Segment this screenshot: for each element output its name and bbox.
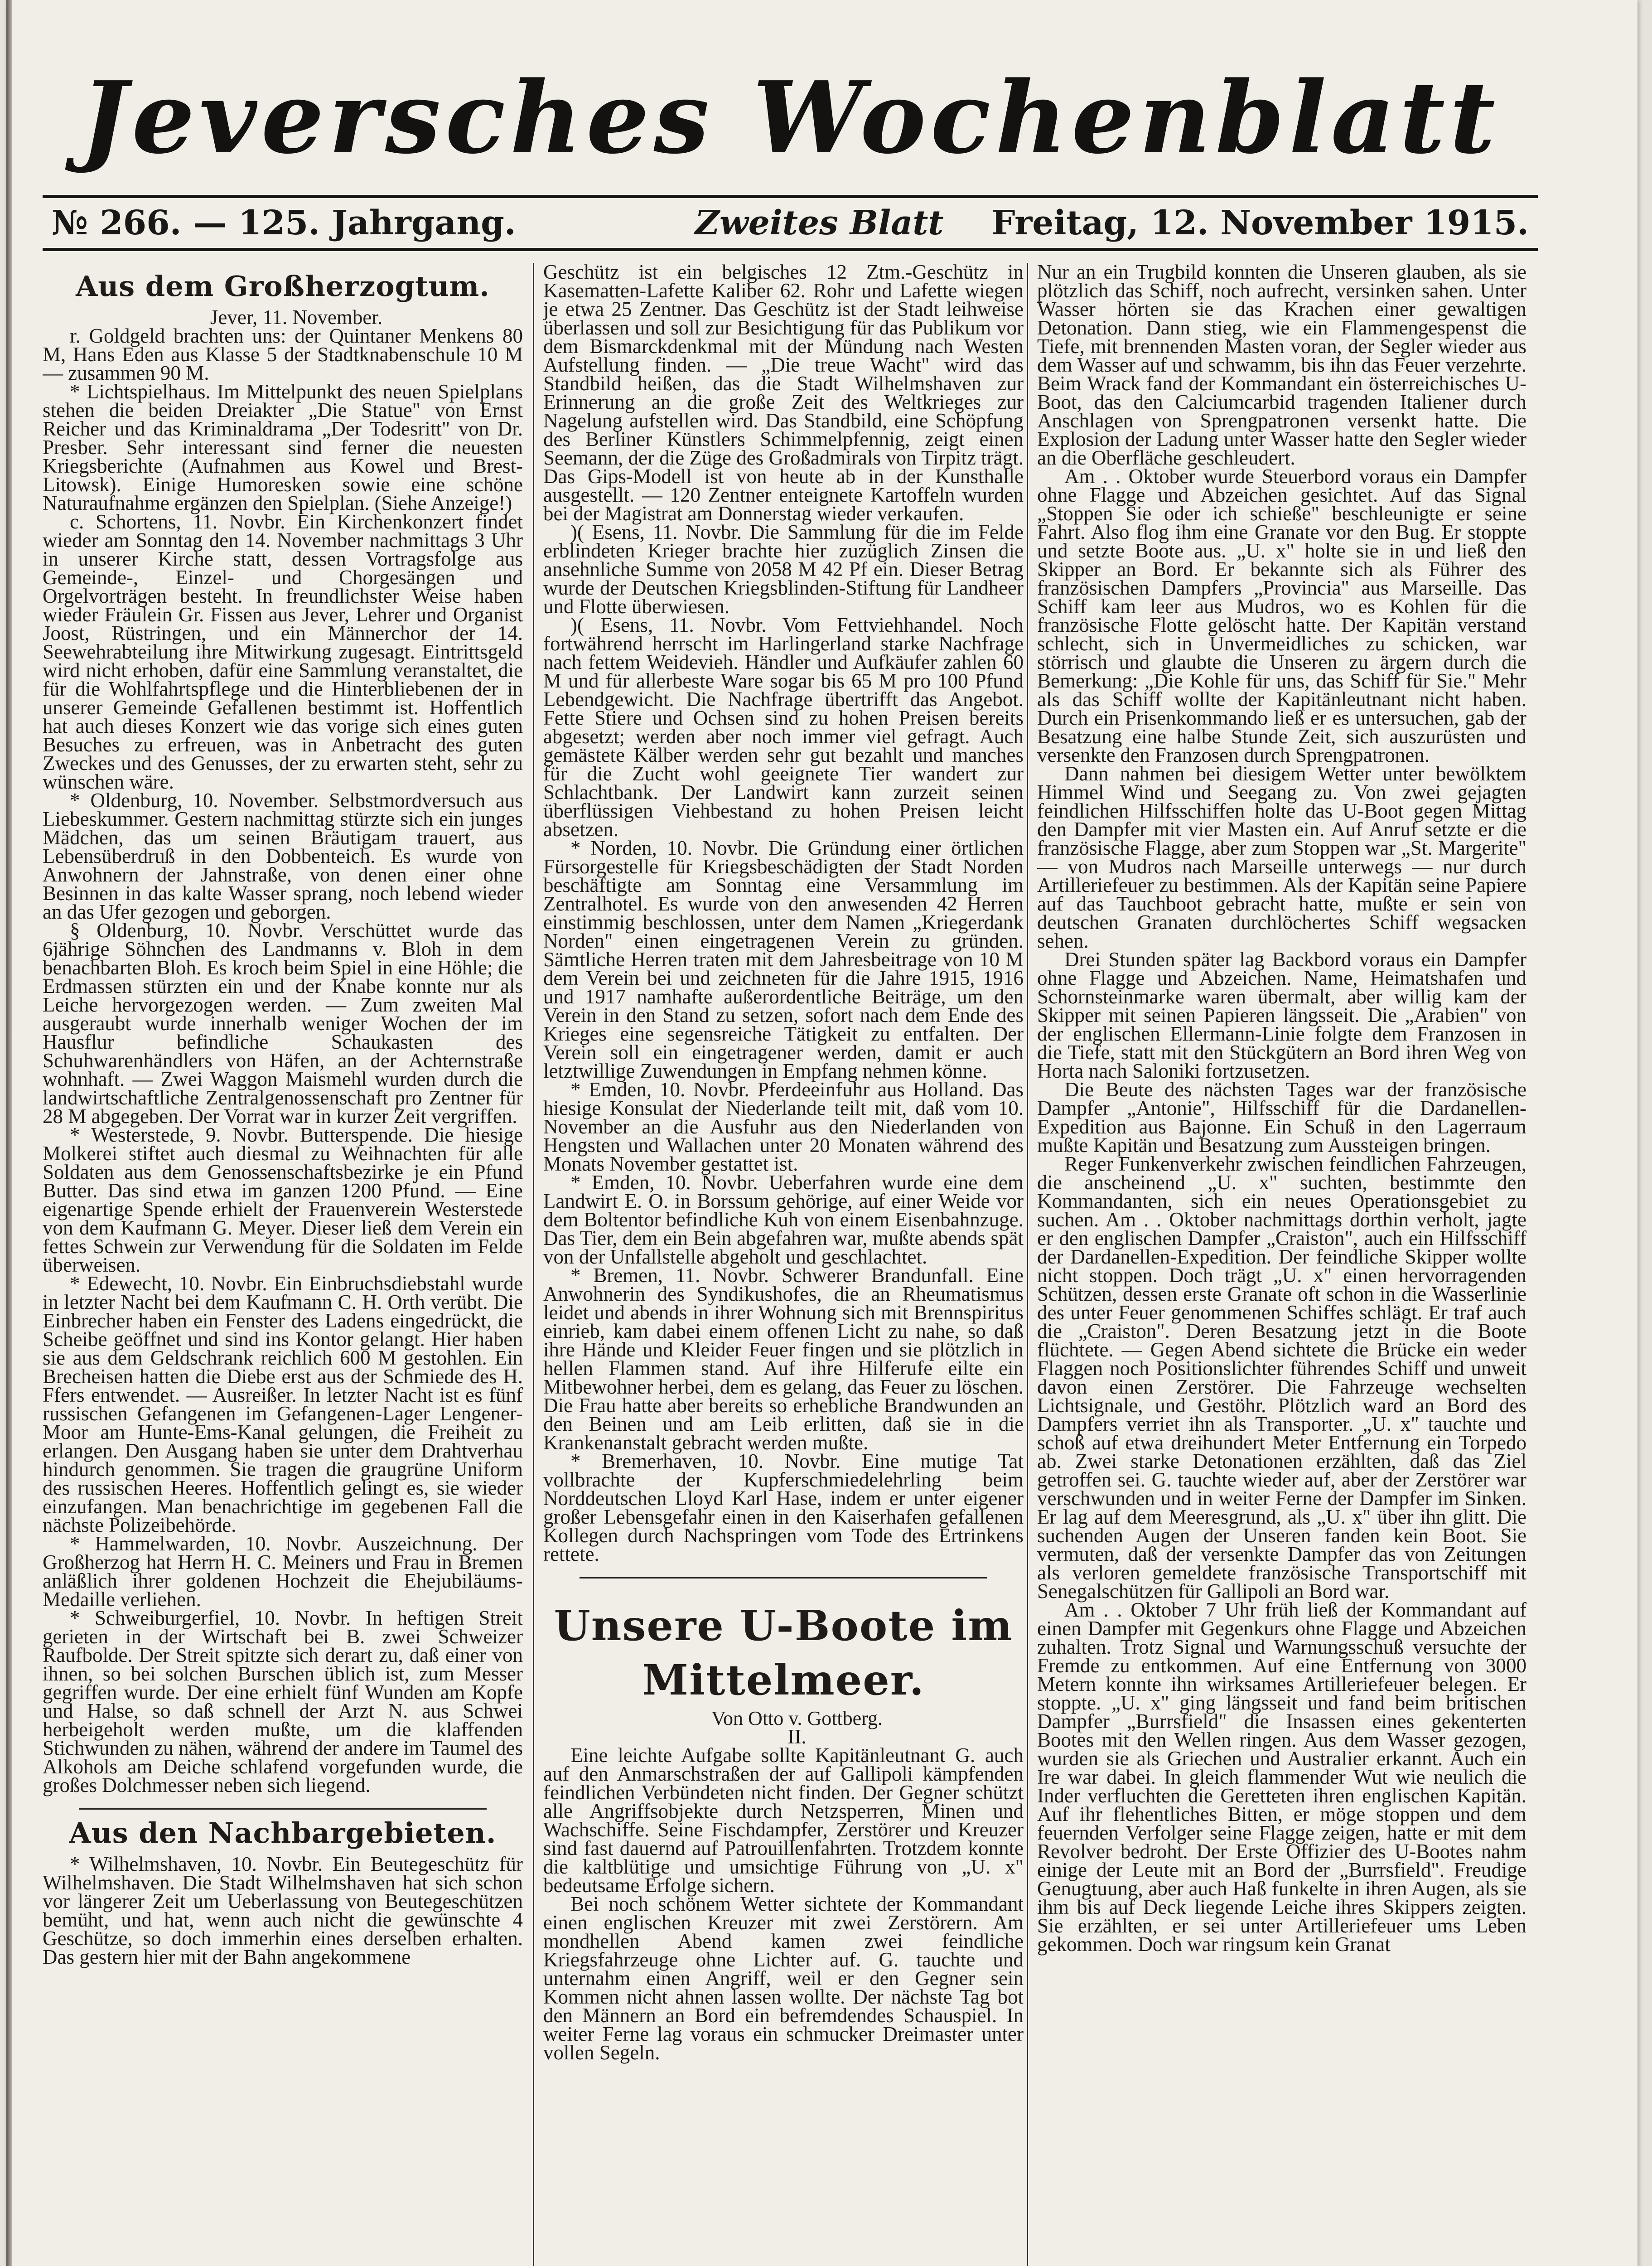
article-paragraph: Bei noch schönem Wetter sichtete der Kommandant einen englischen Kreuzer mit zwei Zerstörern. Am mondhellen Abend kamen zwei feindliche Kriegsfahrzeuge ohne Lichter auf. G. tauchte und unternahm einen Angriff, weil er den Gegner sein Kommen nicht ahnen lassen wollte. Der nächste Tag bot den Männern an Bord ein befremdendes Schauspiel. In weiter Ferne lag voraus ein schmucker Dreimaster unter vollen Segeln. — [543, 1893, 1024, 2064]
article-paragraph: Die Beute des nächsten Tages war der französische Dampfer „Antonie", Hilfsschiff für die Dardanellen-Expedition aus Bajonne. Ein Schuß in den Lagerraum mußte Kapitän und Besatzung zum Aussteigen bringen. — [1037, 1078, 1526, 1157]
section-divider — [79, 1808, 487, 1810]
article-paragraph: Dann nahmen bei diesigem Wetter unter bewölktem Himmel Wind und Seegang zu. Von zwei gejagten feindlichen Hilfsschiffen holte das U-Boot gegen Mittag den Dampfer mit vier Masten ein. Auf Anruf setzte er die französische Flagge, aber zum Stoppen war „St. Margerite" — von Mudros nach Marseille unterwegs — nur durch Artilleriefeuer zu bestimmen. Als der Kapitän seine Papiere auf das Tauchboot gebracht hatte, mußte er sein von deutschen Granaten durchlöchertes Schiff wegsacken sehen. — [1037, 762, 1526, 952]
news-paragraph: c. Schortens, 11. Novbr. Ein Kirchenkonzert findet wieder am Sonntag den 14. November nachmittags 3 Uhr in unserer Kirche statt, dessen Vortragsfolge aus Gemeinde-, Einzel- und Chorgesängen und Orgelvorträgen besteht. In freundlichster Weise haben wieder Fräulein Gr. Fissen aus Jever, Lehrer und Organist Joost, Rüstringen, und ein Männerchor der 14. Seewehrabteilung ihre Mitwirkung zugesagt. Eintrittsgeld wird nicht erhoben, dafür eine Sammlung veranstaltet, die für die Wohlfahrtspflege und die Hinterbliebenen der in unserer Gemeinde Gefallenen bestimmt ist. Hoffentlich hat auch dieses Konzert wie das vorige sich eines guten Besuches zu erfreuen, was in Anbetracht des guten Zweckes und des Genusses, der zu erwarten steht, sehr zu wünschen wäre. — [43, 510, 523, 793]
news-paragraph: * Hammelwarden, 10. Novbr. Auszeichnung. Der Großherzog hat Herrn H. C. Meiners und Frau in Bremen anläßlich ihrer goldenen Hochzeit die Ehejubiläums-Medaille verliehen. — [43, 1532, 523, 1611]
article-paragraph: Nur an ein Trugbild konnten die Unseren glauben, als sie plötzlich das Schiff, noch aufrecht, versinken sahen. Unter Wasser hörten sie das Krachen einer gewaltigen Detonation. Dann stieg, wie ein Flammengespenst die Tiefe, mit brennenden Masten voran, der Segler wieder aus dem Wasser auf und schwamm, bis ihn das Feuer verzehrte. Beim Wrack fand der Kommandant ein österreichisches U-Boot, das den Calciumcarbid tragenden Italiener durch Anschlagen von Sprengpatronen versenkt hatte. Die Explosion der Ladung unter Wasser hatte den Segler wieder an die Oberfläche geschleudert. — [1037, 263, 1526, 469]
news-paragraph: * Westerstede, 9. Novbr. Butterspende. Die hiesige Molkerei stiftet auch diesmal zu Weihnachten für alle Soldaten aus dem Genossenschaftsbezirke je ein Pfund Butter. Das sind etwa im ganzen 1200 Pfund. — Eine eigenartige Spende erhielt der Frauenverein Westerstede von dem Kaufmann G. Meyer. Dieser ließ dem Verein ein fettes Schwein zur Verwendung für die Soldaten im Felde überweisen. — [43, 1123, 523, 1276]
section-title: Aus den Nachbargebieten. — [69, 1816, 497, 1850]
article-headline: Unsere U-Boote im Mittelmeer. — [554, 1601, 1013, 1704]
article-part-number: II. — [787, 1725, 807, 1748]
news-paragraph: * Lichtspielhaus. Im Mittelpunkt des neuen Spielplans stehen die beiden Dreiakter „Die Statue" von Ernst Reicher und das Kriminaldrama „Der Todesritt" von Dr. Presber. Sehr interessant sind ferner die neuesten Kriegsberichte (Aufnahmen aus Kowel und Brest-Litowsk). Einige Humoresken sowie eine schöne Naturaufnahme ergänzen den Spielplan. (Siehe Anzeige!) — [43, 380, 523, 514]
column-divider — [533, 263, 534, 2266]
column-divider — [1027, 263, 1028, 2266]
issue-date: Freitag, 12. November 1915. — [991, 203, 1529, 242]
article-paragraph: Eine leichte Aufgabe sollte Kapitänleutnant G. auch auf den Anmarschstraßen der auf Gallipoli kämpfenden feindlichen Verbündeten nicht finden. Der Gegner schützt alle Angriffsobjekte durch Netzsperren, Minen und Wachschiffe. Seine Fischdampfer, Zerstörer und Kreuzer sind fast dauernd auf Patrouillenfahrten. Trotzdem konnte die kaltblütige und umsichtige Führung von „U. x" bedeutsame Erfolge sichern. — [543, 1744, 1024, 1897]
article-paragraph: Drei Stunden später lag Backbord voraus ein Dampfer ohne Flagge und Abzeichen. Name, Heimatshafen und Schornsteinmarke waren übermalt, aber willig kam der Skipper mit seinen Papieren längsseit. Die „Arabien" von der englischen Ellermann-Linie folgte dem Franzosen in die Tiefe, statt mit den Stückgütern an Bord ihren Weg von Horta nach Saloniki fortzusetzen. — [1037, 948, 1526, 1082]
column-2 — [543, 263, 1024, 2266]
issue-number: № 266. — 125. Jahrgang. — [52, 203, 516, 242]
article-byline: Von Otto v. Gottberg. — [711, 1707, 883, 1729]
news-paragraph: * Edewecht, 10. Novbr. Ein Einbruchsdiebstahl wurde in letzter Nacht bei dem Kaufmann C. H. Orth verübt. Die Einbrecher haben ein Fenster des Ladens eingedrückt, die Scheibe geöffnet und sind ins Kontor gelangt. Hier haben sie aus dem Geldschrank reichlich 600 M gestohlen. Ein Brecheisen hatten die Diebe erst aus der Schmiede des H. Ffers entwendet. — Ausreißer. In letzter Nacht ist es fünf russischen Gefangenen im Gefangenen-Lager Lengener-Moor am Hunte-Ems-Kanal gelungen, die Freiheit zu erlangen. Den Ausgang haben sie unter dem Drahtverhau hindurch genommen. Sie tragen die graugrüne Uniform des russischen Heeres. Hoffentlich gelingt es, sie wieder einzufangen. Man benachrichtige im gegebenen Fall die nächste Polizeibehörde. — [43, 1272, 523, 1536]
news-paragraph: * Bremen, 11. Novbr. Schwerer Brandunfall. Eine Anwohnerin des Syndikushofes, die an Rheumatismus leidet und abends in ihrer Wohnung sich mit Brennspiritus einrieb, kam dabei einem offenen Licht zu nahe, so daß ihre Hände und Kleider Feuer fingen und sie plötzlich in hellen Flammen stand. Auf ihre Hilferufe eilte ein Mitbewohner herbei, dem es gelang, das Feuer zu löschen. Die Frau hatte aber bereits so erhebliche Brandwunden an den Beinen und am Leib erlitten, daß sie in die Krankenanstalt gebracht werden mußte. — [543, 1264, 1024, 1454]
news-paragraph: * Schweiburgerfiel, 10. Novbr. In heftigen Streit gerieten in der Wirtschaft bei B. zwei Schweizer Raufbolde. Der Streit spitzte sich derart zu, daß einer von ihnen, so bei solchen Burschen üblich ist, zum Messer gegriffen wurde. Der eine erhielt fünf Wunden am Kopfe und Halse, so daß schnell der Arzt N. aus Schwei herbeigeholt werden mußte, um die klaffenden Stichwunden zu nähen, während der andere im Taumel des Alkohols am Deiche schlafend vorgefunden wurde, die großes Dolchmesser neben sich liegend. — [43, 1607, 523, 1796]
sheet-label: Zweites Blatt — [695, 203, 944, 242]
news-paragraph: Geschütz ist ein belgisches 12 Ztm.-Geschütz in Kasematten-Lafette Kaliber 62. Rohr und Lafette wiegen je etwa 25 Zentner. Das Geschütz ist der Stadt leihweise überlassen und soll zur Besichtigung für das Publikum vor dem Bismarckdenkmal mit der Mündung nach Westen Aufstellung finden. — „Die treue Wacht" wird das Standbild heißen, das die Stadt Wilhelmshaven zur Erinnerung an die große Zeit des Weltkrieges zur Nagelung aufstellen wird. Das Standbild, eine Schöpfung des Berliner Künstlers Schimmelpfennig, zeigt einen Seemann, der die Züge des Großadmirals von Tirpitz trägt. Das Gips-Modell ist von heute ab in der Kunsthalle ausgestellt. — 120 Zentner enteignete Kartoffeln wurden bei der Magistrat am Donnerstag wieder verkaufen. — [543, 263, 1024, 525]
news-paragraph: § Oldenburg, 10. Novbr. Verschüttet wurde das 6jährige Söhnchen des Landmanns v. Bloh in dem benachbarten Bloh. Es kroch beim Spiel in eine Höhle; die Erdmassen stürzten ein und der Knabe konnte nur als Leiche hervorgezogen werden. — Zum zweiten Mal ausgeraubt wurde innerhalb weniger Wochen der im Hausflur befindliche Schaukasten des Schuhwarenhändlers von Häfen, an der Achternstraße wohnhaft. — Zwei Waggon Maismehl wurden durch die landwirtschaftliche Zentralgenossenschaft pro Zentner für 28 M abgegeben. Der Vorrat war in kurzer Zeit vergriffen. — [43, 919, 523, 1128]
issue-header-bar — [43, 195, 1538, 251]
newspaper-page — [6, 0, 1638, 2266]
place-dateline: Jever, 11. November. — [210, 306, 383, 329]
section-divider — [580, 1577, 987, 1578]
article-paragraph: Am . . Oktober 7 Uhr früh ließ der Kommandant auf einen Dampfer mit Gegenkurs ohne Flagge und Abzeichen zuhalten. Trotz Signal und Warnungsschuß versuchte der Fremde zu entkommen. Auf eine Entfernung von 3000 Metern konnte ihn wirksames Artilleriefeuer belegen. Er stoppte. „U. x" ging längsseit und fand beim britischen Dampfer „Burrsfield" die Insassen eines gekenterten Bootes mit den Wellen ringen. Aus dem Wasser gezogen, wurden sie als Griechen und Australier erkannt. Auch ein Ire war dabei. In gleich flammender Wut wie neulich die Inder verfluchten die Geretteten ihren englischen Kapitän. Auf ihr flehentliches Bitten, er möge stoppen und dem feuernden Verfolger seine Flagge zeigen, hatte er mit dem Revolver bedroht. Der Erste Offizier des U-Bootes nahm einige der Leute mit an Bord der „Burrsfield". Freudige Genugtuung, aber auch Haß funkelte in ihren Augen, als sie ihm bis auf Deck liegende Leiche ihres Skippers zeigten. Sie erzählten, er sei unter Artilleriefeuer ums Leben gekommen. Doch war ringsum kein Granat — [1037, 1598, 1526, 1956]
section-title: Aus dem Großherzogtum. — [76, 270, 490, 303]
news-paragraph: * Bremerhaven, 10. Novbr. Eine mutige Tat vollbrachte der Kupferschmiedelehrling beim Norddeutschen Lloyd Karl Hase, indem er unter eigener großer Lebensgefahr einen in den Kaiserhafen gefallenen Kollegen durch Nachspringen vom Tode des Ertrinkens rettete. — [543, 1450, 1024, 1565]
news-paragraph: )( Esens, 11. Novbr. Die Sammlung für die im Felde erblindeten Krieger brachte hier zuzüglich Zinsen die ansehnliche Summe von 2058 M 42 Pf ein. Dieser Betrag wurde der Deutschen Kriegsblinden-Stiftung für Landheer und Flotte überwiesen. — [543, 521, 1024, 618]
page-edge-shadow — [6, 0, 12, 2266]
article-paragraph: Am . . Oktober wurde Steuerbord voraus ein Dampfer ohne Flagge und Abzeichen gesichtet. Auf das Signal „Stoppen Sie oder ich schieße" beschleunigte er seine Fahrt. Also flog ihm eine Granate vor den Bug. Er stoppte und setzte Boote aus. „U. x" holte sie in und ließ den Skipper an Bord. Er bekannte sich als Führer des französischen Dampfers „Provincia" aus Marseille. Das Schiff kam leer aus Mudros, wo es Kohlen für die französische Flotte gelöscht hatte. Der Kapitän verstand schlecht, sich in Unvermeidliches zu schicken, war störrisch und glaubte die Unseren zu ärgern durch die Bemerkung: „Die Kohle für uns, das Schiff für Sie." Mehr als das Schiff wollte der Kapitänleutnant nicht haben. Durch ein Prisenkommando ließ er es untersuchen, gab der Besatzung eine halbe Stunde Zeit, sich auszurüsten und versenkte den Franzosen durch Sprengpatronen. — [1037, 465, 1526, 766]
news-paragraph: * Oldenburg, 10. November. Selbstmordversuch aus Liebeskummer. Gestern nachmittag stürzte sich ein junges Mädchen, das um seinen Bräutigam trauert, aus Lebensüberdruß in den Dobbenteich. Es wurde von Anwohnern der Jahnstraße, von denen einer ohne Besinnen in das kalte Wasser sprang, noch lebend wieder an das Ufer gezogen und geborgen. — [43, 789, 523, 923]
masthead-title: Jeversches Wochenblatt — [80, 60, 1500, 176]
article-paragraph: Reger Funkenverkehr zwischen feindlichen Fahrzeugen, die anscheinend „U. x" suchten, bestimmte den Kommandanten, sich ein neues Operationsgebiet zu suchen. Am . . Oktober nachmittags dorthin verholt, jagte er den englischen Dampfer „Craiston", auch ein Hilfsschiff der Dardanellen-Expedition. Der feindliche Skipper wollte nicht stoppen. Doch trägt „U. x" einen hervorragenden Schützen, dessen erste Granate oft schon in die Wasserlinie des unter Feuer genommenen Schiffes schlägt. Er traf auch die „Craiston". Deren Besatzung jetzt in die Boote flüchtete. — Gegen Abend sichtete die Brücke ein weder Flaggen noch Positionslichter führendes Schiff und unweit davon einen Zerstörer. Die Fahrzeuge wechselten Lichtsignale, und Gestöhr. Plötzlich ward an Bord des Dampfers verriet ihn als Transporter. „U. x" tauchte und schoß auf etwa dreihundert Meter Entfernung ein Torpedo ab. Zwei starke Detonationen erzählten, daß das Ziel getroffen sei. G. tauchte wieder auf, aber der Zerstörer war verschwunden und in weiter Ferne der Dampfer im Sinken. Er lag auf dem Meeresgrund, als „U. x" über ihn glitt. Die suchenden Augen der Unseren fanden kein Boot. Sie vermuten, daß der versenkte Dampfer das von Zeitungen als verloren gemeldete französische Transportschiff mit Senegalschützen für Gallipoli an Bord war. — [1037, 1152, 1526, 1603]
news-paragraph: )( Esens, 11. Novbr. Vom Fettviehhandel. Noch fortwährend herrscht im Harlingerland starke Nachfrage nach fettem Weidevieh. Händler und Aufkäufer zahlen 60 M und für allerbeste Ware sogar bis 65 M pro 100 Pfund Lebendgewicht. Die Nachfrage übertrifft das Angebot. Fette Stiere und Ochsen sind zu hohen Preisen bereits abgesetzt; werden aber noch immer viel gefragt. Auch gemästete Kälber werden sehr gut bezahlt und manches für die Zucht wohl geeignete Tier wandert zur Schlachtbank. Der Landwirt kann zurzeit seinen überflüssigen Viehbestand zu hohen Preisen leicht absetzen. — [543, 614, 1024, 841]
column-3 — [1037, 263, 1526, 2266]
news-paragraph: * Emden, 10. Novbr. Pferdeeinfuhr aus Holland. Das hiesige Konsulat der Niederlande teilt mit, daß vom 10. November an die Ausfuhr aus den Niederlanden von Hengsten und Wallachen unter 20 Monaten während des Monats November gestattet ist. — [543, 1078, 1024, 1175]
news-paragraph: * Emden, 10. Novbr. Ueberfahren wurde eine dem Landwirt E. O. in Borssum gehörige, auf einer Weide vor dem Boltentor befindliche Kuh von einem Eisenbahnzuge. Das Tier, dem ein Bein abgefahren war, mußte abends spät von der Unfallstelle abgeholt und geschlachtet. — [543, 1171, 1024, 1268]
column-1 — [43, 263, 523, 2266]
news-paragraph: * Wilhelmshaven, 10. Novbr. Ein Beutegeschütz für Wilhelmshaven. Die Stadt Wilhelmshaven hat sich schon vor längerer Zeit um Ueberlassung von Beutegeschützen bemüht, und hat, wenn auch nicht die gewünschte 4 Geschütze, so doch immerhin eines derselben erhalten. Das gestern hier mit der Bahn angekommene — [43, 1853, 523, 1968]
news-paragraph: * Norden, 10. Novbr. Die Gründung einer örtlichen Fürsorgestelle für Kriegsbeschädigten der Stadt Norden beschäftigte am Sonntag eine Versammlung im Zentralhotel. Es wurde von den anwesenden 42 Herren einstimmig beschlossen, unter dem Namen „Kriegerdank Norden" einen eingetragenen Verein zu gründen. Sämtliche Herren traten mit dem Jahresbeitrage von 10 M dem Verein bei und zeichneten für die Jahre 1915, 1916 und 1917 namhafte außerordentliche Beiträge, um den Verein in den Stand zu setzen, sofort nach dem Ende des Krieges eine segensreiche Tätigkeit zu entfalten. Der Verein soll ein eingetragener werden, damit er auch letztwillige Zuwendungen in Empfang nehmen könne. — [543, 837, 1024, 1082]
news-paragraph: r. Goldgeld brachten uns: der Quintaner Menkens 80 M, Hans Eden aus Klasse 5 der Stadtknabenschule 10 M — zusammen 90 M. — [43, 324, 523, 384]
